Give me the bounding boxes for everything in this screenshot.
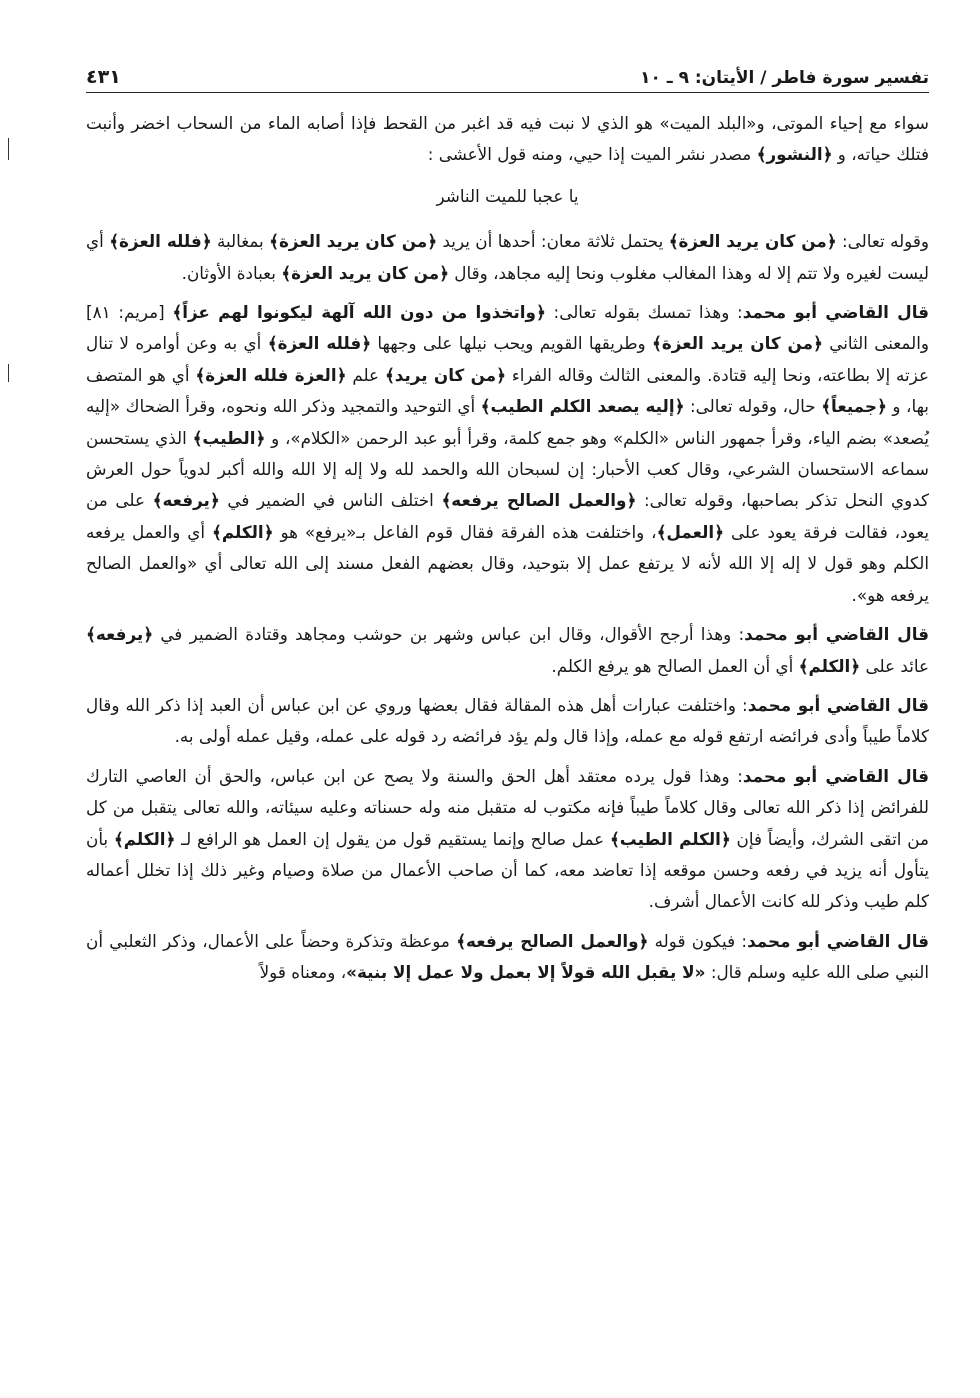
hadith-quote: «لا يقبل الله قولاً إلا بعمل ولا عمل إلا بنية» bbox=[346, 962, 706, 983]
quran-quote: ﴿العزة فلله العزة﴾ bbox=[195, 364, 347, 385]
author-lead: قال القاضي أبو محمد bbox=[742, 765, 929, 786]
quran-quote: ﴿فلله العزة﴾ bbox=[109, 231, 212, 252]
paragraph-2 bbox=[86, 226, 929, 289]
paragraph-3 bbox=[86, 297, 929, 611]
text-run: الذي يستحسن سماعه الاستحسان الشرعي، وقال كعب الأحبار: إن لسبحان الله والحمد لله ولا إله إلا الله والله أكبر لدوياً حول العرش كدوي النحل تذكر بصاحبها، وقوله تعالى: bbox=[86, 427, 929, 511]
quran-quote: ﴿فلله العزة﴾ bbox=[267, 333, 372, 354]
text-run: موعظة وتذكرة وحضاً على الأعمال، وذكر الثعلبي أن النبي صلى الله عليه وسلم قال: bbox=[86, 930, 929, 983]
quran-quote: ﴿الكلم الطيب﴾ bbox=[609, 828, 731, 849]
text-run: : وهذا قول يرده معتقد أهل الحق والسنة ولا يصح عن ابن عباس، والحق أن العاصي التارك للفرائض إذا ذكر الله تعالى وقال كلاماً طيباً فإنه مكتوب له متقبل منه وله حسناته وعليه سيئاته، والله تعالى يتقبل من كل من اتقى الشرك، وأيضاً فإن bbox=[86, 765, 930, 849]
paragraph-6 bbox=[86, 761, 929, 918]
text-run: مصدر نشر الميت إذا حيي، ومنه قول الأعشى : bbox=[427, 144, 757, 165]
quran-quote: ﴿العمل﴾ bbox=[656, 521, 725, 542]
paragraph-5 bbox=[86, 690, 929, 753]
text-run: على من يعود، فقالت فرقة يعود على bbox=[86, 490, 929, 542]
author-lead: قال القاضي أبو محمد bbox=[742, 302, 929, 323]
text-run: يحتمل ثلاثة معان: أحدها أن يريد bbox=[437, 231, 669, 252]
text-run: : فيكون قوله bbox=[648, 930, 748, 951]
page-body bbox=[86, 108, 929, 997]
text-run: أي والعمل يرفعه الكلم وهو قول لا إله إلا الله لأنه لا يرتفع عمل إلا بتوحيد، وقال بعضهم الفعل مسند إلى الله تعالى أي «والعمل الصالح يرفعه هو». bbox=[86, 521, 929, 605]
quran-quote: ﴿الكلم﴾ bbox=[113, 828, 176, 849]
quran-quote: ﴿يرفعه﴾ bbox=[152, 490, 220, 511]
quran-quote: ﴿من كان يريد العزة﴾ bbox=[668, 231, 837, 252]
author-lead: قال القاضي أبو محمد bbox=[747, 694, 929, 715]
paragraph-4 bbox=[86, 619, 929, 682]
text-run: أي به وعن أوامره لا تنال عزته إلا بطاعته، ونحا إليه قتادة. والمعنى الثالث وقاله الفراء bbox=[86, 333, 930, 385]
running-header-title: تفسير سورة فاطر / الأيتان: ٩ ـ ١٠ bbox=[640, 68, 929, 88]
quran-quote: ﴿والعمل الصالح يرفعه﴾ bbox=[441, 490, 637, 511]
quran-quote: ﴿يرفعه﴾ bbox=[86, 624, 154, 645]
text-run: اختلف الناس في الضمير في bbox=[219, 490, 442, 511]
author-lead: قال القاضي أبو محمد bbox=[747, 930, 929, 951]
text-run: بعبادة الأوثان. bbox=[181, 262, 282, 283]
text-run: بأن يتأول أنه يزيد في رفعه وحسن موقعه إذا تعاضد معه، كما أن صاحب الأعمال من صلاة وصيام وغير ذلك إذا تخلل أعماله كلم طيب وذكر لله كانت الأعمال أشرف. bbox=[86, 828, 929, 912]
quran-quote: ﴿الكلم﴾ bbox=[798, 655, 861, 676]
text-run: : وهذا أرجح الأقوال، وقال ابن عباس وشهر بن حوشب ومجاهد وقتادة الضمير في bbox=[153, 624, 745, 645]
quran-quote: ﴿الكلم﴾ bbox=[212, 521, 274, 542]
text-run: حال، وقوله تعالى: bbox=[684, 396, 822, 417]
text-run: ، ومعناه قولاً bbox=[259, 962, 347, 983]
quran-quote: ﴿النشور﴾ bbox=[756, 144, 833, 165]
page-number: ٤٣١ bbox=[86, 66, 121, 88]
quran-quote: ﴿والعمل الصالح يرفعه﴾ bbox=[456, 930, 649, 951]
quran-quote: ﴿الطيب﴾ bbox=[192, 427, 266, 448]
quran-quote: ﴿واتخذوا من دون الله آلهة ليكونوا لهم عزاً﴾ bbox=[172, 302, 546, 323]
text-run: أي ليست لغيره ولا تتم إلا له وهذا المغالب مغلوب ونحا إليه مجاهد، وقال bbox=[86, 231, 929, 283]
text-run: أي هو المتصف بها، و bbox=[86, 364, 929, 417]
text-run: عمل صالح وإنما يستقيم قول من يقول إن العمل هو الرافع لـ bbox=[175, 828, 610, 849]
quran-quote: ﴿إليه يصعد الكلم الطيب﴾ bbox=[480, 396, 685, 417]
paragraph-1 bbox=[86, 108, 929, 171]
text-run: وقوله تعالى: bbox=[836, 231, 929, 252]
quran-quote: ﴿من كان يريد﴾ bbox=[384, 364, 506, 385]
text-run: سواء مع إحياء الموتى، و«البلد الميت» هو الذي لا نبت فيه قد اغبر من القحط فإذا أصابه الماء من السحاب اخضر وأنبت فتلك حياته، و bbox=[86, 113, 929, 165]
text-run: علم bbox=[346, 364, 385, 385]
text-run: أي التوحيد والتمجيد وذكر الله ونحوه، وقرأ الضحاك «إليه يُصعد» بضم الياء، وقرأ جمهور الناس «الكلم» وهو جمع كلمة، وقرأ أبو عبد الرحمن «الكلام»، و bbox=[86, 396, 929, 448]
text-run: عائد على bbox=[860, 655, 929, 676]
paragraph-7 bbox=[86, 926, 929, 989]
poetry-verse: يا عجبا للميت الناشر bbox=[436, 185, 579, 206]
quran-quote: ﴿جميعاً﴾ bbox=[821, 396, 887, 417]
quran-quote: ﴿من كان يريد العزة﴾ bbox=[652, 333, 823, 354]
text-run: ، واختلفت هذه الفرقة فقال قوم الفاعل بـ«يرفع» هو bbox=[273, 521, 657, 542]
text-run: أي أن العمل الصالح هو يرفع الكلم. bbox=[551, 655, 799, 676]
text-run: : وهذا تمسك بقوله تعالى: bbox=[545, 302, 743, 323]
margin-mark bbox=[8, 364, 9, 382]
quran-quote: ﴿من كان يريد العزة﴾ bbox=[269, 231, 438, 252]
margin-mark bbox=[8, 138, 9, 160]
text-run: [مريم: ٨١] والمعنى الثاني bbox=[86, 302, 929, 354]
text-run: بمغالبة bbox=[211, 231, 270, 252]
text-run: : واختلفت عبارات أهل هذه المقالة فقال بعضها وروي عن ابن عباس أن العبد إذا ذكر الله وقال كلاماً طيباً وأدى فرائضه ارتفع قوله مع عمله، وإذا قال ولم يؤد فرائضه رد قوله على عمله، وقيل عمله أولى به. bbox=[86, 694, 929, 747]
text-run: وطريقها القويم ويحب نيلها على وجهها bbox=[371, 333, 653, 354]
quran-quote: ﴿من كان يريد العزة﴾ bbox=[281, 262, 449, 283]
page-header bbox=[86, 62, 929, 93]
author-lead: قال القاضي أبو محمد bbox=[744, 624, 929, 645]
